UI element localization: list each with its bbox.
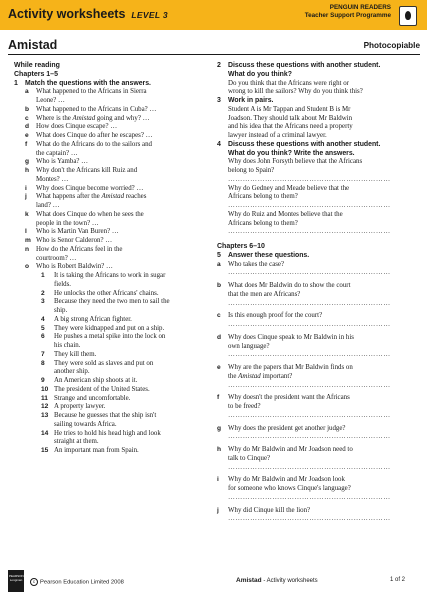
- answer-item: [14, 272, 209, 290]
- question-5-item: [217, 394, 415, 412]
- question-item: [14, 141, 209, 159]
- worksheet-title: Activity worksheets LEVEL 3: [8, 7, 168, 21]
- answer-line: his chain.: [54, 342, 81, 349]
- question-letter: m: [25, 237, 31, 244]
- question-letter: a: [217, 260, 221, 268]
- question-item: [14, 263, 209, 272]
- question-line: How do the Africans feel in the: [36, 245, 123, 253]
- answer-item: [14, 360, 209, 378]
- question-4-items: [217, 158, 415, 237]
- question-line: What happens after the Amistad reaches: [36, 193, 147, 201]
- question-4-item-line: Why does John Forsyth believe that the Africans: [228, 158, 363, 166]
- question-number: 5: [217, 251, 221, 259]
- answer-number: 3: [41, 298, 45, 306]
- question-letter: b: [217, 282, 222, 289]
- question-4-heading-1: Discuss these questions with another student.: [228, 140, 381, 148]
- question-line: Why don't the Africans kill Ruiz and: [36, 167, 138, 174]
- question-3-line-4: lawyer instead of a criminal lawyer.: [228, 132, 327, 139]
- answer-line: A property lawyer.: [54, 403, 106, 411]
- answer-dotted-line: …………………………………………………………: [228, 463, 391, 471]
- question-item: [14, 158, 209, 167]
- answer-line: The president of the United States.: [54, 385, 150, 393]
- answer-number: 4: [41, 315, 45, 323]
- brand-text: [305, 4, 391, 20]
- question-line: for someone who knows Cinque's language?: [228, 485, 351, 492]
- question-2-heading-2: What do you think?: [228, 70, 292, 78]
- copyright-text: Pearson Education Limited 2008: [40, 579, 124, 586]
- answer-dotted-line: …………………………………………………………: [228, 299, 391, 307]
- answer-dotted-line: …………………………………………………………: [228, 175, 391, 183]
- question-line: courtroom? …: [36, 254, 77, 262]
- question-line: What does Mr Baldwin do to show the court: [228, 282, 351, 289]
- question-item: [14, 167, 209, 185]
- question-letter: f: [217, 394, 220, 402]
- answer-dotted-line: …………………………………………………………: [228, 493, 391, 501]
- book-title: Amistad: [8, 38, 58, 52]
- question-4-heading-2: What do you think? Write the answers.: [228, 149, 355, 157]
- answer-line: straight at them.: [54, 438, 99, 446]
- answer-number: 9: [41, 377, 45, 384]
- question-5-item: [217, 446, 415, 464]
- question-5-item: [217, 312, 415, 321]
- question-line: Who is Senor Calderon? …: [36, 237, 113, 244]
- answer-line: He unlocks the other Africans' chains.: [54, 289, 159, 297]
- question-line: Why does Cinque become worried? …: [36, 184, 144, 192]
- question-letter: j: [217, 506, 219, 514]
- question-letter: f: [25, 140, 28, 148]
- answer-number: 2: [41, 289, 45, 297]
- question-letter: c: [25, 114, 29, 122]
- answer-line: another ship.: [54, 368, 90, 376]
- brand-line-1: PENGUIN READERS: [329, 4, 391, 11]
- question-letter: e: [25, 132, 29, 139]
- question-letter: i: [25, 184, 27, 192]
- question-letter: n: [25, 245, 30, 253]
- answer-item: [14, 333, 209, 351]
- answer-item: [14, 377, 209, 386]
- question-5: [217, 252, 415, 261]
- answer-number: 12: [41, 403, 49, 411]
- question-3-line-1: Student A is Mr Tappan and Student B is Mr: [228, 105, 351, 113]
- answer-line: An important man from Spain.: [54, 447, 139, 454]
- answer-number: 6: [41, 333, 45, 341]
- question-2-line-2: wrong to kill the sailors? Why do you think this?: [228, 88, 363, 96]
- answer-line: They were sold as slaves and put on: [54, 359, 154, 367]
- question-line: Montes? …: [36, 175, 69, 183]
- answer-dotted-line: …………………………………………………………: [228, 515, 391, 523]
- question-item: [14, 211, 209, 229]
- page-number: 1 of 2: [389, 577, 405, 583]
- answer-item: [14, 325, 209, 334]
- question-letter: l: [25, 228, 27, 236]
- question-line: Where is the Amistad going and why? …: [36, 114, 150, 122]
- question-letter: h: [25, 167, 30, 174]
- question-letter: d: [25, 123, 30, 131]
- answer-line: Because he guesses that the ship isn't: [54, 412, 157, 419]
- question-item: [14, 246, 209, 264]
- question-line: to be freed?: [228, 403, 261, 410]
- question-5-item: [217, 507, 415, 516]
- answer-number: 1: [41, 272, 45, 279]
- answer-line: They were kidnapped and put on a ship.: [54, 324, 165, 332]
- penguin-logo-icon: [399, 6, 417, 26]
- title-bar: [8, 38, 420, 55]
- question-5-heading: Answer these questions.: [228, 251, 310, 259]
- answer-number: 8: [41, 359, 45, 367]
- copyright-icon: c: [30, 578, 38, 586]
- question-line: talk to Cinque?: [228, 454, 271, 462]
- question-line: Why does Cinque speak to Mr Baldwin in his: [228, 333, 354, 341]
- question-line: What do the Africans do to the sailors and: [36, 140, 152, 148]
- answer-item: [14, 386, 209, 395]
- logo-text: PEARSON Longman: [9, 574, 24, 582]
- question-number: 2: [217, 62, 221, 69]
- question-number: 4: [217, 140, 221, 148]
- chapters-2-heading: Chapters 6–10: [217, 243, 265, 250]
- answer-number: 11: [41, 394, 48, 402]
- question-list: [14, 88, 209, 272]
- question-line: What happened to the Africans in Cuba? …: [36, 105, 157, 113]
- spacer: [217, 524, 415, 528]
- question-line: people in the town? …: [36, 219, 99, 227]
- answer-dotted-line: …………………………………………………………: [228, 202, 391, 209]
- question-2-line-1: Do you think that the Africans were right or: [228, 79, 349, 87]
- question-item: [14, 88, 209, 106]
- question-4: [217, 141, 415, 159]
- question-line: Who is Robert Baldwin? …: [36, 263, 113, 271]
- answer-line: A big strong African fighter.: [54, 315, 132, 323]
- question-5-item: [217, 282, 415, 300]
- answer-line: It is taking the Africans to work in sugar: [54, 272, 166, 279]
- answer-dotted-line: …………………………………………………………: [228, 351, 391, 359]
- answer-dotted-line: …………………………………………………………: [228, 411, 391, 419]
- answer-item: [14, 430, 209, 448]
- question-letter: o: [25, 263, 30, 271]
- pearson-logo-icon: [8, 570, 24, 592]
- answer-line: He tries to hold his head high and look: [54, 429, 161, 437]
- question-item: [14, 106, 209, 115]
- question-line: Why does the president get another judge?: [228, 424, 346, 432]
- question-letter: i: [217, 476, 219, 484]
- answer-number: 5: [41, 324, 45, 332]
- question-line: Is this enough proof for the court?: [228, 312, 323, 320]
- answer-number: 13: [41, 412, 49, 419]
- question-5-item: [217, 364, 415, 382]
- question-4-item-line: Africans belong to them?: [228, 219, 298, 227]
- answer-list: [14, 272, 209, 456]
- copyright: [30, 578, 124, 586]
- question-line: What happened to the Africans in Sierra: [36, 88, 147, 96]
- question-5-item: [217, 476, 415, 494]
- question-letter: g: [25, 158, 30, 166]
- question-5-items: [217, 261, 415, 529]
- question-line: Who is Martin Van Buren? …: [36, 228, 119, 236]
- answer-line: ship.: [54, 307, 68, 314]
- photocopiable-label: Photocopiable: [363, 41, 420, 50]
- question-5-item: [217, 425, 415, 434]
- question-item: [14, 115, 209, 124]
- question-line: Leone? …: [36, 97, 65, 104]
- question-1-heading: [14, 80, 209, 89]
- header-bar: [0, 0, 427, 30]
- answer-dotted-line: …………………………………………………………: [228, 228, 391, 236]
- answer-line: sailing towards Africa.: [54, 420, 117, 428]
- answer-line: Because they need the two men to sail the: [54, 298, 170, 306]
- question-item: [14, 123, 209, 132]
- question-line: Why are the papers that Mr Baldwin finds on: [228, 364, 353, 371]
- while-reading-heading: While reading: [14, 62, 60, 69]
- footer: [0, 564, 427, 600]
- question-3: [217, 97, 415, 141]
- answer-item: [14, 395, 209, 404]
- chapters-heading: Chapters 1–5: [14, 70, 58, 78]
- answer-number: 15: [41, 447, 49, 454]
- answer-item: [14, 351, 209, 360]
- question-letter: b: [25, 105, 30, 113]
- question-line: the captain? …: [36, 149, 78, 157]
- right-column: [217, 62, 415, 528]
- question-2: [217, 62, 415, 97]
- question-number: 1: [14, 79, 18, 87]
- answer-line: Strange and uncomfortable.: [54, 394, 131, 402]
- question-item: [14, 185, 209, 194]
- answer-item: [14, 403, 209, 412]
- question-letter: g: [217, 424, 222, 432]
- question-item: [14, 132, 209, 141]
- question-line: Who takes the case?: [228, 260, 285, 268]
- question-5-item: [217, 261, 415, 270]
- answer-line: He pushes a metal spike into the lock on: [54, 333, 166, 341]
- answer-dotted-line: …………………………………………………………: [228, 321, 391, 328]
- question-item: [14, 237, 209, 246]
- footer-book-title: Amistad: [236, 577, 262, 584]
- answer-dotted-line: …………………………………………………………: [228, 381, 391, 389]
- footer-book: [236, 577, 318, 584]
- answer-dotted-line: …………………………………………………………: [228, 269, 391, 277]
- level-label: LEVEL 3: [131, 10, 168, 20]
- answer-line: An American ship shoots at it.: [54, 377, 138, 384]
- question-letter: j: [25, 193, 27, 201]
- question-4-item-line: belong to Spain?: [228, 167, 275, 174]
- answer-dotted-line: …………………………………………………………: [228, 433, 391, 441]
- question-item: [14, 228, 209, 237]
- question-letter: k: [25, 210, 29, 218]
- question-line: the Amistad important?: [228, 372, 293, 380]
- left-column: [14, 62, 209, 456]
- question-line: that the men are Africans?: [228, 290, 301, 298]
- question-4-item-line: Africans belong to them?: [228, 193, 298, 201]
- question-number: 3: [217, 97, 221, 104]
- question-letter: c: [217, 312, 221, 320]
- question-letter: a: [25, 88, 29, 96]
- question-line: Why doesn't the president want the Africans: [228, 394, 350, 402]
- question-2-heading-1: Discuss these questions with another student.: [228, 62, 381, 69]
- answer-item: [14, 316, 209, 325]
- answer-line: fields.: [54, 280, 72, 288]
- question-letter: e: [217, 364, 221, 371]
- question-4-item-line: Why do Ruiz and Montes believe that the: [228, 210, 343, 218]
- answer-number: 14: [41, 429, 49, 437]
- question-4-item-line: Why do Gedney and Meade believe that the: [228, 184, 350, 192]
- answer-item: [14, 412, 209, 430]
- question-line: How does Cinque escape? …: [36, 123, 118, 131]
- question-item: [14, 193, 209, 211]
- question-5-item: [217, 334, 415, 352]
- question-letter: d: [217, 333, 222, 341]
- answer-item: [14, 290, 209, 299]
- question-letter: h: [217, 446, 222, 453]
- question-line: Why do Mr Baldwin and Mr Joadson need to: [228, 446, 353, 453]
- answer-line: They kill them.: [54, 350, 97, 358]
- question-3-heading: Work in pairs.: [228, 97, 274, 104]
- question-3-line-3: and his idea that the Africans need a property: [228, 123, 353, 131]
- question-text: Match the questions with the answers.: [25, 79, 151, 87]
- answer-item: [14, 298, 209, 316]
- answer-item: [14, 447, 209, 456]
- question-line: What does Cinque do after he escapes? …: [36, 132, 153, 139]
- answer-number: 7: [41, 350, 45, 358]
- answer-number: 10: [41, 385, 49, 393]
- question-line: Why did Cinque kill the lion?: [228, 506, 311, 514]
- question-3-line-2: Joadson. They should talk about Mr Baldwin: [228, 114, 353, 122]
- question-line: Who is Yamba? …: [36, 158, 89, 166]
- question-line: What does Cinque do when he sees the: [36, 210, 144, 218]
- question-line: land? …: [36, 202, 60, 209]
- footer-worksheet-label: - Activity worksheets: [261, 578, 318, 584]
- question-line: Why do Mr Baldwin and Mr Joadson look: [228, 476, 345, 484]
- brand-line-2: Teacher Support Programme: [304, 12, 391, 19]
- question-line: own language?: [228, 342, 270, 350]
